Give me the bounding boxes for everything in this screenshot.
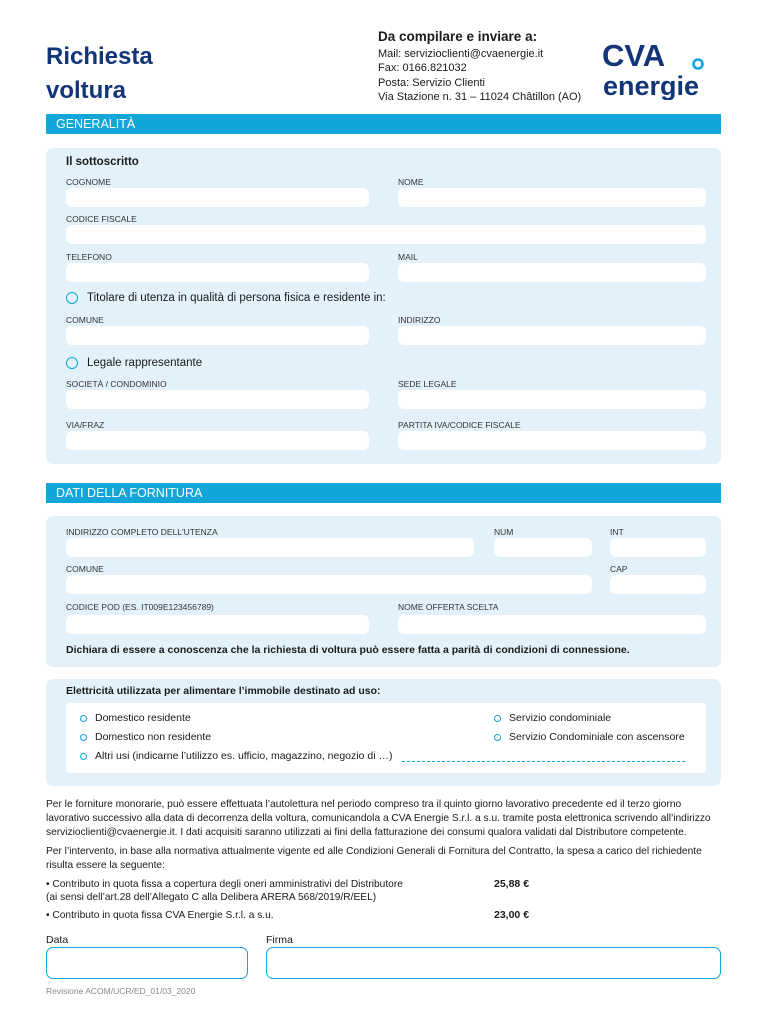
radio-condominiale-ascensore[interactable] bbox=[494, 734, 501, 741]
spesa-paragraph: Per l’intervento, in base alla normativa attualmente vigente ed alle Condizioni Generali di Fornitura del Contratto, la spesa a carico del richiedente risulta essere la seguente: bbox=[46, 846, 702, 871]
radio-domestico-residente[interactable] bbox=[80, 715, 87, 722]
societa-field[interactable] bbox=[66, 390, 369, 409]
section-bar-generalita: GENERALITÀ bbox=[46, 114, 721, 134]
declaration-text: Dichiara di essere a conoscenza che la richiesta di voltura può essere fatta a parità di condizioni di connessione. bbox=[66, 644, 630, 656]
cognome-field[interactable] bbox=[66, 188, 369, 207]
data-field[interactable] bbox=[46, 947, 248, 979]
label-indirizzo: INDIRIZZO bbox=[398, 315, 441, 325]
panel-generalita bbox=[46, 148, 721, 464]
radio-altri-usi[interactable] bbox=[80, 753, 87, 760]
option-altri-usi-label: Altri usi (indicarne l’utilizzo es. ufficio, magazzino, negozio di …) bbox=[95, 750, 393, 762]
via-fraz-field[interactable] bbox=[66, 431, 369, 450]
option-titolare[interactable] bbox=[66, 292, 386, 304]
fee-cva-amount: 23,00 € bbox=[494, 909, 530, 921]
radio-servizio-condominiale[interactable] bbox=[494, 715, 501, 722]
label-data: Data bbox=[46, 934, 69, 946]
label-mail: MAIL bbox=[398, 252, 418, 262]
contact-block bbox=[378, 30, 598, 105]
cap-field[interactable] bbox=[610, 575, 706, 594]
label-cognome: COGNOME bbox=[66, 177, 111, 187]
revision-note: Revisione ACOM/UCR/ED_01/03_2020 bbox=[46, 986, 196, 996]
option-domestico-residente-label: Domestico residente bbox=[95, 712, 191, 724]
label-int: INT bbox=[610, 527, 624, 537]
page-title bbox=[46, 40, 266, 108]
label-partita-iva: PARTITA IVA/CODICE FISCALE bbox=[398, 420, 521, 430]
codice-fiscale-field[interactable] bbox=[66, 225, 706, 244]
radio-legale[interactable] bbox=[66, 357, 78, 369]
option-titolare-label: Titolare di utenza in qualità di persona fisica e residente in: bbox=[87, 292, 386, 304]
contact-address: Via Stazione n. 31 – 11024 Châtillon (AO) bbox=[378, 91, 582, 103]
nome-offerta-field[interactable] bbox=[398, 615, 706, 634]
fee-distributore-line1: • Contributo in quota fissa a copertura degli oneri amministrativi del Distributore bbox=[46, 879, 403, 890]
int-field[interactable] bbox=[610, 538, 706, 557]
option-condominiale-ascensore[interactable] bbox=[494, 731, 685, 743]
label-num: NUM bbox=[494, 527, 514, 537]
contact-post: Posta: Servizio Clienti bbox=[378, 76, 485, 89]
label-comune-fornitura: COMUNE bbox=[66, 564, 104, 574]
label-societa: SOCIETÀ / CONDOMINIO bbox=[66, 379, 167, 389]
panel-uso bbox=[46, 679, 721, 786]
option-legale[interactable] bbox=[66, 357, 202, 369]
option-servizio-condominiale-label: Servizio condominiale bbox=[509, 712, 612, 724]
label-cap: CAP bbox=[610, 564, 628, 574]
option-legale-label: Legale rappresentante bbox=[87, 357, 203, 369]
uso-options-box bbox=[66, 703, 706, 773]
option-domestico-residente[interactable] bbox=[80, 712, 191, 724]
codice-pod-field[interactable] bbox=[66, 615, 369, 634]
label-via-fraz: VIA/FRAZ bbox=[66, 420, 105, 430]
label-codice-pod: CODICE POD (ES. IT009E123456789) bbox=[66, 602, 214, 612]
fee-distributore-amount: 25,88 € bbox=[494, 878, 530, 890]
partita-iva-field[interactable] bbox=[398, 431, 706, 450]
autolettura-paragraph: Per le forniture monorarie, può essere effettuata l’autolettura nel periodo compreso tra il quinto giorno lavorativo precedente ed il terzo giorno lavorativo successivo alla data di decorrenza della voltura, comunicandola a CVA Energie S.r.l. a s.u. tramite posta elettronica scrivendo all’indirizzo servizioclienti@cvaenergie.it. I dati acquisiti saranno utilizzati ai fini della fatturazione dei consumi qualora validati dal Distributore competente. bbox=[46, 799, 711, 838]
title-line-2: voltura bbox=[46, 77, 127, 104]
sede-legale-field[interactable] bbox=[398, 390, 706, 409]
altri-usi-line[interactable] bbox=[402, 761, 685, 762]
contact-title: Da compilare e inviare a: bbox=[378, 29, 538, 44]
label-comune: COMUNE bbox=[66, 315, 104, 325]
option-altri-usi[interactable] bbox=[80, 750, 392, 762]
mail-field[interactable] bbox=[398, 263, 706, 282]
logo-text-bottom: energie bbox=[603, 71, 700, 100]
radio-domestico-non-residente[interactable] bbox=[80, 734, 87, 741]
subtitle-sottoscritto: Il sottoscritto bbox=[66, 156, 139, 168]
cva-energie-logo bbox=[598, 36, 728, 100]
comune-field[interactable] bbox=[66, 326, 369, 345]
title-line-1: Richiesta bbox=[46, 43, 153, 70]
label-codice-fiscale: CODICE FISCALE bbox=[66, 214, 137, 224]
firma-field[interactable] bbox=[266, 947, 721, 979]
section-bar-fornitura: DATI DELLA FORNITURA bbox=[46, 483, 721, 503]
fee-distributore-line2: (ai sensi dell’art.28 dell’Allegato C alla Delibera ARERA 568/2019/R/EEL) bbox=[46, 892, 377, 903]
nome-field[interactable] bbox=[398, 188, 706, 207]
num-field[interactable] bbox=[494, 538, 592, 557]
label-indirizzo-utenza: INDIRIZZO COMPLETO DELL'UTENZA bbox=[66, 527, 218, 537]
label-sede-legale: SEDE LEGALE bbox=[398, 379, 457, 389]
radio-titolare[interactable] bbox=[66, 292, 78, 304]
logo-dot bbox=[694, 60, 703, 69]
uso-title: Elettricità utilizzata per alimentare l’immobile destinato ad uso: bbox=[66, 685, 381, 697]
option-domestico-non-residente-label: Domestico non residente bbox=[95, 731, 212, 743]
indirizzo-field[interactable] bbox=[398, 326, 706, 345]
option-condominiale-ascensore-label: Servizio Condominiale con ascensore bbox=[509, 731, 685, 743]
comune-fornitura-field[interactable] bbox=[66, 575, 592, 594]
label-nome: NOME bbox=[398, 177, 424, 187]
telefono-field[interactable] bbox=[66, 263, 369, 282]
indirizzo-utenza-field[interactable] bbox=[66, 538, 474, 557]
option-domestico-non-residente[interactable] bbox=[80, 731, 211, 743]
contact-fax: Fax: 0166.821032 bbox=[378, 62, 467, 74]
fee-cva: • Contributo in quota fissa CVA Energie S.r.l. a s.u. bbox=[46, 910, 274, 921]
contact-mail: Mail: servizioclienti@cvaenergie.it bbox=[378, 47, 544, 60]
label-telefono: TELEFONO bbox=[66, 252, 112, 262]
option-servizio-condominiale[interactable] bbox=[494, 712, 611, 724]
fee-distributore bbox=[46, 878, 403, 904]
logo-text-top: CVA bbox=[602, 38, 666, 73]
label-firma: Firma bbox=[266, 934, 293, 946]
label-nome-offerta: NOME OFFERTA SCELTA bbox=[398, 602, 499, 612]
